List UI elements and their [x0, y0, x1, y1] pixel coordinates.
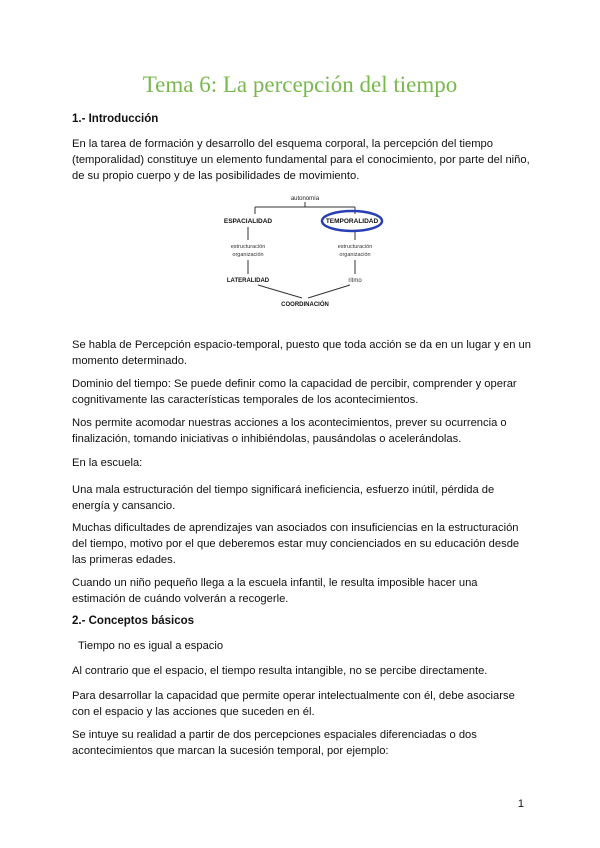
paragraph-4: En la escuela:: [72, 457, 143, 469]
page-number: 1: [517, 798, 524, 810]
section2-paragraph-3: Se intuye su realidad a partir de dos percepciones espaciales diferenciadas o dos acontecimientos que marcan la sucesión temporal, por ejemplo:: [72, 729, 477, 757]
diagram-right-sub2: organización: [339, 252, 371, 258]
diagram-left-sub2: organización: [232, 252, 264, 258]
section2-paragraph-1: Al contrario que el espacio, el tiempo resulta intangible, no se percibe directamente.: [72, 665, 488, 677]
paragraph-1: Se habla de Percepción espacio-temporal, puesto que toda acción se da en un lugar y en un momento determinado.: [72, 339, 531, 367]
concept-diagram: [222, 190, 388, 315]
paragraph-5: Una mala estructuración del tiempo significará ineficiencia, esfuerzo inútil, pérdida de energía y cansancio.: [72, 484, 495, 512]
section-heading-introduccion: 1.- Introducción: [72, 113, 159, 125]
section2-paragraph-2: Para desarrollar la capacidad que permite operar intelectualmente con él, debe asociarse con el espacio y las acciones que suceden en él.: [72, 690, 515, 718]
diagram-lateralidad: LATERALIDAD: [226, 278, 270, 284]
diagram-ritmo: ritmo: [348, 278, 362, 284]
diagram-coordinacion: COORDINACIÓN: [281, 302, 329, 308]
subheading-tiempo: Tiempo no es igual a espacio: [78, 640, 224, 652]
paragraph-3: Nos permite acomodar nuestras acciones a los acontecimientos, prever su ocurrencia o finalización, tomando iniciativas o inhibiéndolas, pausándolas o acelerándolas.: [72, 417, 507, 445]
section-heading-conceptos: 2.- Conceptos básicos: [72, 615, 195, 627]
paragraph-2: Dominio del tiempo: Se puede definir como la capacidad de percibir, comprender y operar cognitivamente las características temporales de los acontecimientos.: [72, 378, 517, 406]
intro-paragraph: En la tarea de formación y desarrollo del esquema corporal, la percepción del tiempo (temporalidad) constituye un elemento fundamental para el conocimiento, por parte del niño, de su propio cuerpo y de las posibilidades de movimiento.: [72, 138, 530, 182]
page-title: Tema 6: La percepción del tiempo: [142, 72, 458, 97]
diagram-top-label: autonomía: [290, 196, 320, 202]
paragraph-7: Cuando un niño pequeño llega a la escuela infantil, le resulta imposible hacer una estimación de cuándo volverán a recogerle.: [72, 577, 478, 605]
diagram-temporalidad: TEMPORALIDAD: [325, 218, 379, 225]
diagram-right-sub1: estructuración: [337, 244, 373, 250]
paragraph-6: Muchas dificultades de aprendizajes van asociados con insuficiencias en la estructuración del tiempo, motivo por el que deberemos estar muy concienciados en su educación desde las primeras edades.: [72, 522, 520, 566]
diagram-espacialidad: ESPACIALIDAD: [223, 218, 273, 225]
diagram-left-sub1: estructuración: [230, 244, 266, 250]
